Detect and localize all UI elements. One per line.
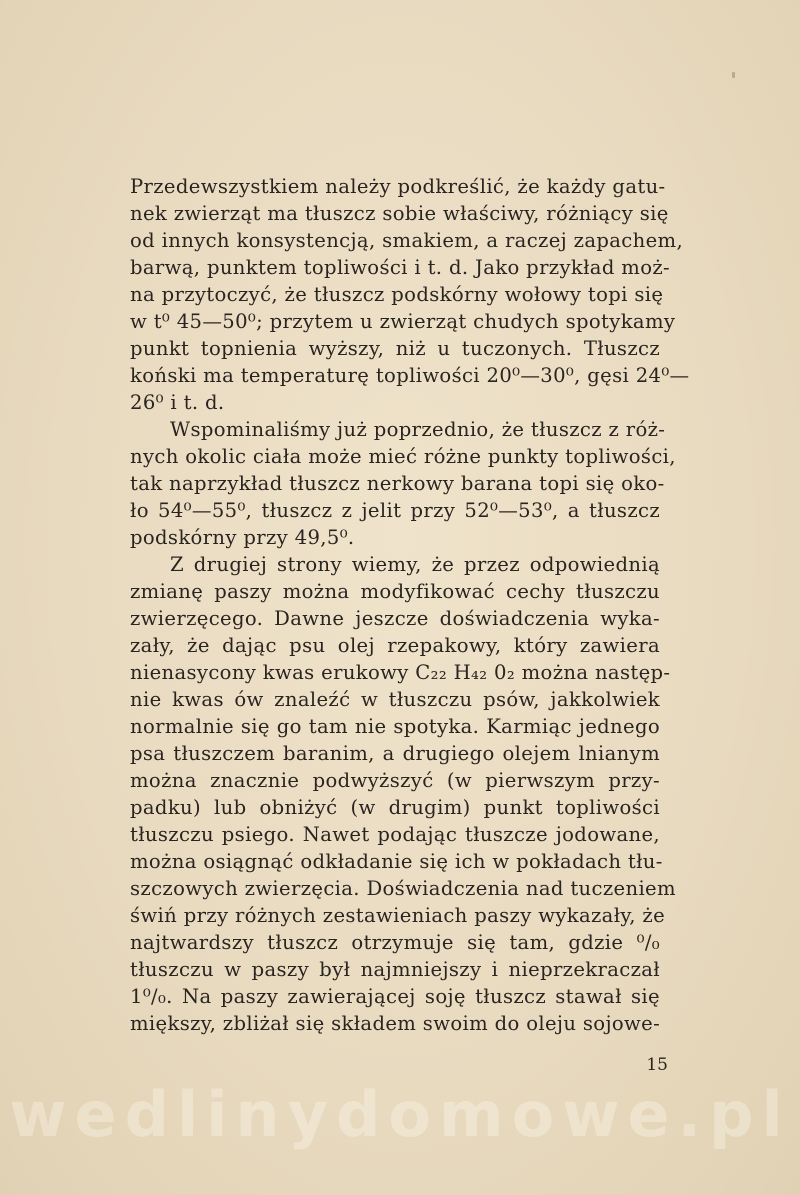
body-text — [130, 173, 690, 1037]
text-line: punkt topnienia wyższy, niż u tuczonych. Tłuszcz — [130, 337, 660, 360]
text-line: nie kwas ów znaleźć w tłuszczu psów, jakkolwiek — [130, 688, 660, 711]
text-line: szczowych zwierzęcia. Doświadczenia nad tuczeniem — [130, 877, 676, 900]
text-line: można osiągnąć odkładanie się ich w pokładach tłu- — [130, 850, 663, 873]
text-line: zmianę paszy można modyfikować cechy tłuszczu — [130, 580, 660, 603]
text-line: padku) lub obniżyć (w drugim) punkt topliwości — [130, 796, 660, 819]
text-line: zwierzęcego. Dawne jeszcze doświadczenia wyka- — [130, 607, 660, 630]
text-line: 26⁰ i t. d. — [130, 391, 225, 414]
paragraph-start-line: Wspominaliśmy już poprzednio, że tłuszcz z róż- — [170, 418, 666, 441]
text-line: nek zwierząt ma tłuszcz sobie właściwy, różniący się — [130, 202, 669, 225]
text-line: Przedewszystkiem należy podkreślić, że każdy gatu- — [130, 175, 666, 198]
text-line: najtwardszy tłuszcz otrzymuje się tam, gdzie ⁰/₀ — [130, 931, 660, 954]
page-number: 15 — [646, 1055, 668, 1075]
text-line: miększy, zbliżał się składem swoim do oleju sojowe- — [130, 1012, 661, 1035]
text-line: podskórny przy 49,5⁰. — [130, 526, 355, 549]
text-line: od innych konsystencją, smakiem, a raczej zapachem, — [130, 229, 684, 252]
text-line: normalnie się go tam nie spotyka. Karmiąc jednego — [130, 715, 660, 738]
text-line: psa tłuszczem baranim, a drugiego olejem lnianym — [130, 742, 660, 765]
text-line: tak naprzykład tłuszcz nerkowy barana topi się oko- — [130, 472, 665, 495]
paper-speck — [732, 72, 735, 78]
text-line: zały, że dając psu olej rzepakowy, który zawiera — [130, 634, 660, 657]
watermark: wedlinydomowe.pl — [9, 1078, 791, 1151]
text-line: świń przy różnych zestawieniach paszy wykazały, że — [130, 904, 666, 927]
text-line: koński ma temperaturę topliwości 20⁰—30⁰, gęsi 24⁰— — [130, 364, 690, 387]
text-line: można znacznie podwyższyć (w pierwszym przy- — [130, 769, 660, 792]
text-line: 1⁰/₀. Na paszy zawierającej soję tłuszcz stawał się — [130, 985, 660, 1008]
text-line: barwą, punktem topliwości i t. d. Jako przykład moż- — [130, 256, 671, 279]
text-line: tłuszczu w paszy był najmniejszy i nieprzekraczał — [130, 958, 660, 981]
text-line: tłuszczu psiego. Nawet podając tłuszcze jodowane, — [130, 823, 660, 846]
text-line: na przytoczyć, że tłuszcz podskórny wołowy topi się — [130, 283, 664, 306]
text-line: w t⁰ 45—50⁰; przytem u zwierząt chudych spotykamy — [130, 310, 676, 333]
text-line: nienasycony kwas erukowy C₂₂ H₄₂ 0₂ można następ- — [130, 661, 671, 684]
paragraph-start-line: Z drugiej strony wiemy, że przez odpowiednią — [170, 553, 660, 576]
text-line: nych okolic ciała może mieć różne punkty topliwości, — [130, 445, 676, 468]
text-line: ło 54⁰—55⁰, tłuszcz z jelit przy 52⁰—53⁰, a tłuszcz — [130, 499, 660, 522]
